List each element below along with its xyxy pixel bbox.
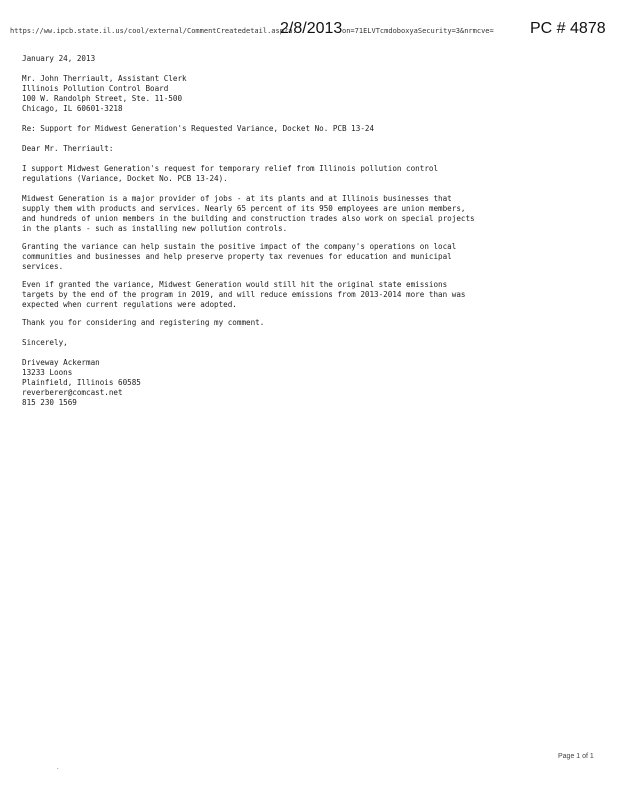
paragraph: [22, 194, 594, 234]
paragraph-line: regulations (Variance, Docket No. PCB 13-24).: [22, 174, 228, 183]
paragraph: [22, 318, 594, 328]
signer-phone: 815 230 1569: [22, 398, 77, 407]
signature-block: [22, 358, 594, 408]
recipient-line: Illinois Pollution Control Board: [22, 84, 169, 93]
paragraph-line: I support Midwest Generation's request for temporary relief from Illinois pollution control: [22, 164, 439, 173]
source-url: https://ww.ipcb.state.il.us/cool/external/CommentCreatedetail.asp?a...: [10, 27, 306, 35]
recipient-line: Chicago, IL 60601-3218: [22, 104, 123, 113]
source-url-tail: on=71ELVTcmdoboxyaSecurity=3&nrmcve=: [342, 27, 494, 35]
signer-name: Driveway Ackerman: [22, 358, 100, 367]
closing: Sincerely,: [22, 338, 68, 347]
recipient-line: 100 W. Randolph Street, Ste. 11-500: [22, 94, 183, 103]
scan-speck: .: [56, 764, 60, 771]
paragraph-line: targets by the end of the program in 2019, and will reduce emissions from 2013-2014 more than was: [22, 290, 466, 299]
recipient-block: [22, 74, 594, 114]
letter-body: [22, 54, 594, 408]
letter-date: January 24, 2013: [22, 54, 96, 63]
paragraph: [22, 164, 594, 184]
salutation: Dear Mr. Therriault:: [22, 144, 114, 153]
signer-street: 13233 Loons: [22, 368, 73, 377]
paragraph-line: services.: [22, 262, 64, 271]
paragraph-line: Thank you for considering and registering my comment.: [22, 318, 265, 327]
paragraph-line: in the plants - such as installing new pollution controls.: [22, 224, 288, 233]
signer-email: reverberer@comcast.net: [22, 388, 123, 397]
subject-line: Re: Support for Midwest Generation's Requested Variance, Docket No. PCB 13-24: [22, 124, 375, 133]
page-number: Page 1 of 1: [558, 753, 594, 760]
paragraph-line: Midwest Generation is a major provider of jobs - at its plants and at Illinois businesses that: [22, 194, 452, 203]
page-header: [10, 20, 610, 40]
signer-city: Plainfield, Illinois 60585: [22, 378, 141, 387]
paragraph-line: communities and businesses and help preserve property tax revenues for education and municipal: [22, 252, 452, 261]
pc-number-stamp: PC # 4878: [530, 20, 606, 37]
paragraph: [22, 242, 594, 272]
paragraph-line: and hundreds of union members in the building and construction trades also work on special projects: [22, 214, 475, 223]
paragraph-line: supply them with products and services. Nearly 65 percent of its 950 employees are union members,: [22, 204, 466, 213]
date-stamp: 2/8/2013: [280, 20, 343, 37]
paragraph: [22, 280, 594, 310]
paragraph-line: expected when current regulations were adopted.: [22, 300, 237, 309]
paragraph-line: Granting the variance can help sustain the positive impact of the company's operations on local: [22, 242, 457, 251]
recipient-line: Mr. John Therriault, Assistant Clerk: [22, 74, 187, 83]
paragraph-line: Even if granted the variance, Midwest Generation would still hit the original state emissions: [22, 280, 448, 289]
